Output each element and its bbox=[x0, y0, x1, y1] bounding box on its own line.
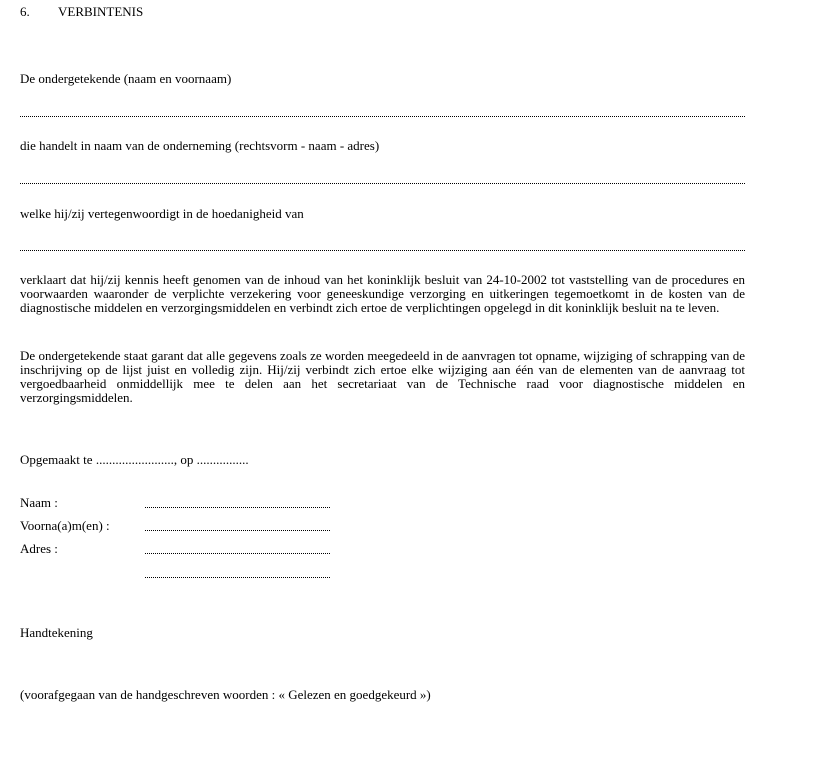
firstname-label: Voorna(a)m(en) : bbox=[20, 518, 110, 533]
firstname-dotted-line[interactable] bbox=[145, 530, 330, 531]
section-number: 6. bbox=[20, 4, 30, 19]
name-dotted-line[interactable] bbox=[145, 507, 330, 508]
capacity-label: welke hij/zij vertegenwoordigt in de hoedanigheid van bbox=[20, 206, 304, 221]
on-label: , op bbox=[173, 452, 194, 467]
signature-label: Handtekening bbox=[20, 625, 93, 640]
made-at-label: Opgemaakt te bbox=[20, 452, 93, 467]
signer-label: De ondergetekende (naam en voornaam) bbox=[20, 71, 232, 86]
handwritten-note: (voorafgegaan van de handgeschreven woorden : « Gelezen en goedgekeurd ») bbox=[20, 687, 431, 702]
address-label: Adres : bbox=[20, 541, 58, 556]
signer-dotted-line[interactable] bbox=[20, 116, 745, 117]
declaration-paragraph: verklaart dat hij/zij kennis heeft genomen van de inhoud van het koninklijk besluit van 24-10-2002 tot vaststelling van de procedures en voorwaarden waaronder de verplichte verzekering voor geneeskundige verzorging en uitkeringen tegemoetkomt in de kosten van de diagnostische middelen en verzorgingsmiddelen en verbindt zich ertoe de verplichtingen opgelegd in dit koninklijk besluit na te leven. bbox=[20, 272, 745, 315]
made-at-line bbox=[20, 452, 249, 467]
name-label: Naam : bbox=[20, 495, 58, 510]
capacity-dotted-line[interactable] bbox=[20, 250, 745, 251]
made-at-place-field[interactable]: ........................ bbox=[95, 452, 174, 467]
guarantee-paragraph: De ondergetekende staat garant dat alle gegevens zoals ze worden meegedeeld in de aanvragen tot opname, wijziging of schrapping van de inschrijving op de lijst juist en volledig zijn. Hij/zij verbindt zich ertoe elke wijziging aan één van de elementen van de aanvraag tot vergoedbaarheid onmiddellijk mee te delen aan het secretariaat van de Technische raad voor diagnostische middelen en verzorgingsmiddelen. bbox=[20, 348, 745, 405]
date-field[interactable]: ................ bbox=[196, 452, 249, 467]
company-dotted-line[interactable] bbox=[20, 183, 745, 184]
address-dotted-line-2[interactable] bbox=[145, 577, 330, 578]
company-label: die handelt in naam van de onderneming (rechtsvorm - naam - adres) bbox=[20, 138, 380, 153]
address-dotted-line-1[interactable] bbox=[145, 553, 330, 554]
section-title: VERBINTENIS bbox=[58, 4, 144, 19]
